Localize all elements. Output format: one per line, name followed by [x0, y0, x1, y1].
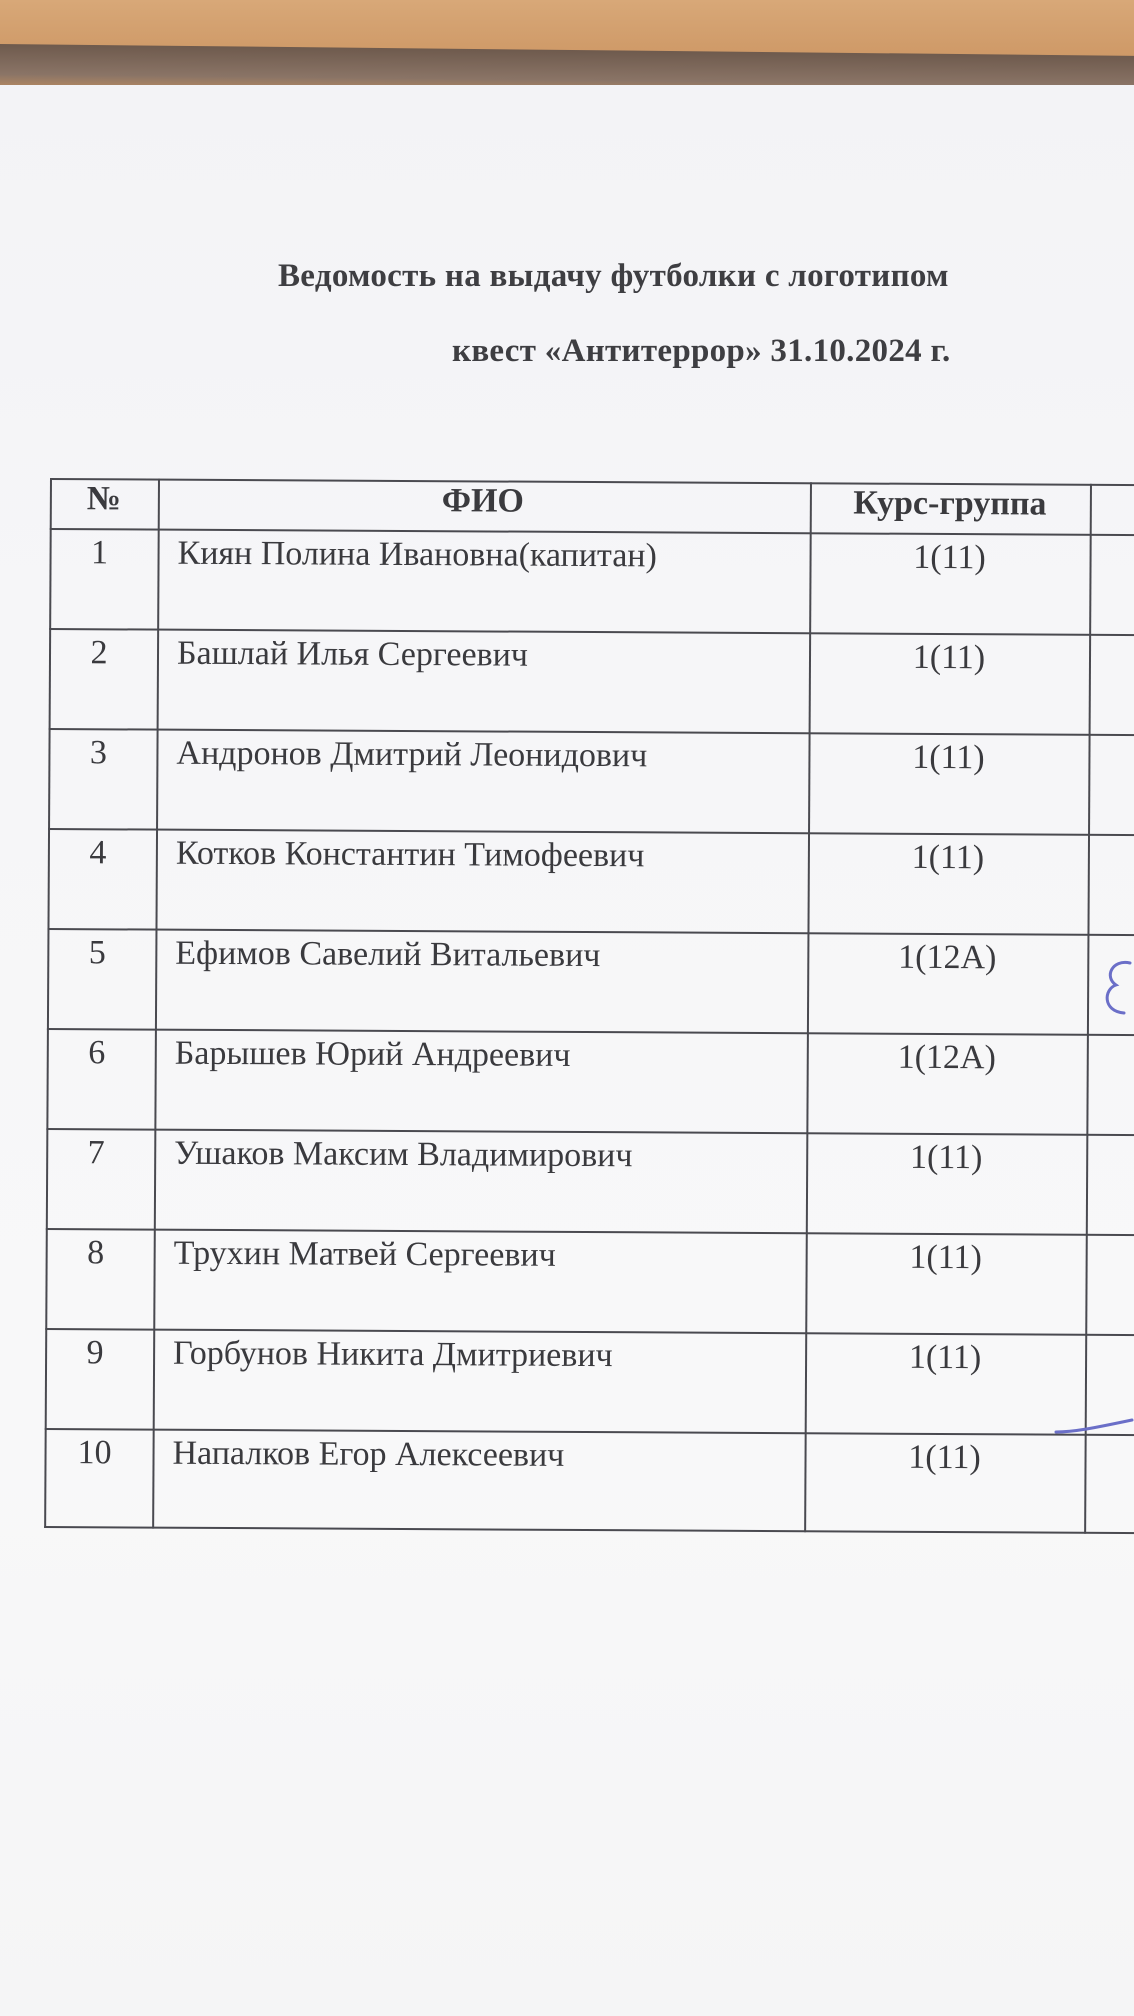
row-group: 1(11) — [909, 1138, 983, 1177]
row-fio: Котков Константин Тимофеевич — [175, 834, 645, 875]
table-vline — [152, 479, 160, 1529]
row-number: 3 — [89, 734, 108, 772]
issuance-table — [44, 478, 1134, 1536]
row-number: 8 — [87, 1234, 105, 1272]
row-fio: Киян Полина Ивановна(капитан) — [177, 534, 657, 575]
header-fio: ФИО — [441, 482, 525, 520]
header-num: № — [86, 480, 122, 518]
row-group: 1(11) — [912, 638, 986, 677]
row-fio: Ушаков Максим Владимирович — [174, 1134, 633, 1175]
row-number: 6 — [88, 1034, 106, 1072]
row-number: 4 — [89, 834, 107, 872]
row-group: 1(11) — [909, 1238, 982, 1277]
row-fio: Барышев Юрий Андреевич — [174, 1034, 571, 1074]
header-group: Курс-группа — [853, 484, 1047, 523]
document-title-line-2: квест «Антитеррор» 31.10.2024 г. — [452, 333, 951, 369]
row-group: 1(12А) — [898, 938, 997, 977]
row-group: 1(11) — [911, 838, 985, 877]
row-fio: Ефимов Савелий Витальевич — [175, 934, 601, 975]
row-fio: Башлай Илья Сергеевич — [176, 634, 529, 674]
row-group: 1(11) — [908, 1438, 981, 1477]
row-number: 2 — [90, 634, 108, 672]
row-group: 1(11) — [913, 538, 986, 577]
row-fio: Напалков Егор Алексеевич — [172, 1434, 565, 1474]
row-number: 1 — [90, 534, 109, 572]
row-number: 10 — [77, 1434, 112, 1472]
row-group: 1(12А) — [897, 1038, 996, 1077]
document-title-line-1: Ведомость на выдачу футболки с логотипом — [278, 258, 949, 294]
row-group: 1(11) — [908, 1338, 982, 1377]
row-number: 7 — [87, 1134, 105, 1172]
row-number: 9 — [86, 1334, 104, 1372]
row-fio: Андронов Дмитрий Леонидович — [176, 734, 648, 775]
row-group: 1(11) — [912, 738, 985, 777]
row-number: 5 — [88, 934, 106, 972]
row-fio: Горбунов Никита Дмитриевич — [173, 1334, 613, 1375]
row-fio: Трухин Матвей Сергеевич — [173, 1234, 556, 1274]
